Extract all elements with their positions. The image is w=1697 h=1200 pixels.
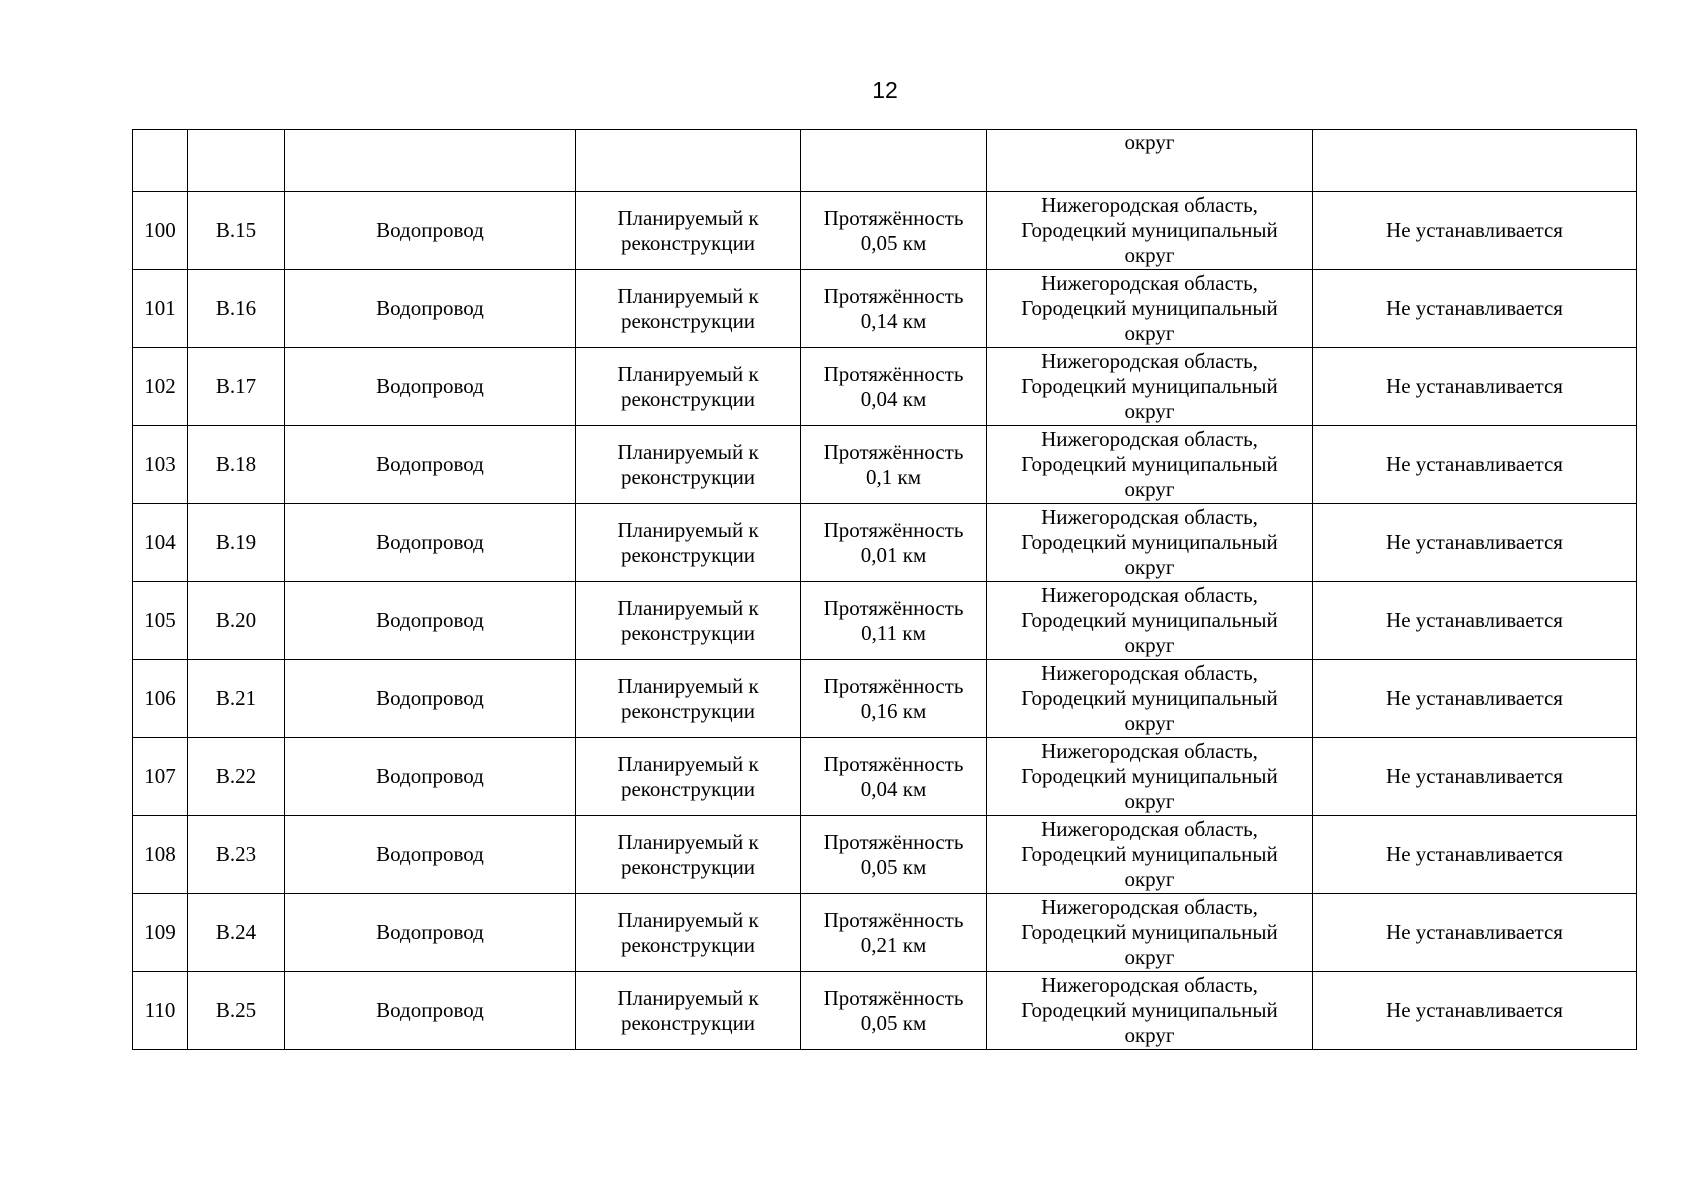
cell-characteristics [801,426,987,504]
characteristic-value: 0,16 км [860,698,927,723]
characteristic-label: Протяжённость [823,907,964,932]
cell-name [285,738,576,816]
cell-name [285,894,576,972]
location-line-3: округ [1124,867,1175,891]
characteristic-value: 0,04 км [860,776,927,801]
status-line-2: реконструкции [620,542,756,567]
cell-num [133,426,188,504]
row-number: 103 [144,452,176,476]
cell-name [285,972,576,1050]
cell-characteristics [801,348,987,426]
row-number: 102 [144,374,176,398]
location-line-1: Нижегородская область, [1041,817,1258,841]
cell-location [987,582,1313,660]
cell-num [133,894,188,972]
characteristic-value: 0,05 км [860,230,927,255]
object-code: В.24 [215,920,257,944]
characteristic-value: 0,05 км [860,854,927,879]
table-row [133,504,1637,582]
location-line-3: округ [1124,789,1175,813]
status-line-2: реконструкции [620,1010,756,1035]
zone-status: Не устанавливается [1386,998,1563,1022]
cell-zone [1313,504,1637,582]
cell-status [576,270,801,348]
location-line-3: округ [1124,555,1175,579]
location-line-2: Городецкий муниципальный [1021,842,1278,866]
location-line-3: округ [1124,321,1175,345]
status-line-1: Планируемый к [617,205,759,230]
row-number: 105 [144,608,176,632]
location-line-1: Нижегородская область, [1041,895,1258,919]
cell-num [133,660,188,738]
table-row [133,348,1637,426]
location-line-1: Нижегородская область, [1041,661,1258,685]
cell-characteristics [801,504,987,582]
cell-status [576,348,801,426]
characteristic-label: Протяжённость [823,595,964,620]
status-line-2: реконструкции [620,854,756,879]
cell-code [188,270,285,348]
characteristic-label: Протяжённость [823,205,964,230]
object-code: В.23 [215,842,257,866]
characteristic-label: Протяжённость [823,517,964,542]
cell-status [576,738,801,816]
status-line-1: Планируемый к [617,907,759,932]
object-name: Водопровод [376,296,484,320]
cell-status [576,972,801,1050]
row-number: 110 [144,998,176,1022]
object-name: Водопровод [376,218,484,242]
cell-code [188,348,285,426]
cell-name [285,582,576,660]
table-row [133,426,1637,504]
cell-code [188,426,285,504]
characteristic-value: 0,05 км [860,1010,927,1035]
cell-status [576,660,801,738]
table-body [133,130,1637,1050]
row-number: 101 [144,296,176,320]
objects-table [132,129,1637,1050]
cell-code [188,972,285,1050]
cell-characteristics [801,582,987,660]
status-line-1: Планируемый к [617,985,759,1010]
status-line-1: Планируемый к [617,361,759,386]
cell-status [576,894,801,972]
characteristic-value: 0,11 км [861,620,926,645]
table-row [133,816,1637,894]
status-line-2: реконструкции [620,464,756,489]
table-row [133,894,1637,972]
cell-name [285,270,576,348]
cell-zone [1313,972,1637,1050]
cell-name [285,130,576,192]
cell-zone [1313,894,1637,972]
zone-status: Не устанавливается [1386,296,1563,320]
zone-status: Не устанавливается [1386,374,1563,398]
zone-status: Не устанавливается [1386,530,1563,554]
object-name: Водопровод [376,842,484,866]
characteristic-label: Протяжённость [823,829,964,854]
object-code: В.16 [215,296,257,320]
object-name: Водопровод [376,374,484,398]
cell-name [285,660,576,738]
object-name: Водопровод [376,686,484,710]
cell-zone [1313,816,1637,894]
cell-status [576,816,801,894]
cell-zone [1313,270,1637,348]
status-line-2: реконструкции [620,386,756,411]
cell-location [987,972,1313,1050]
cell-code [188,894,285,972]
characteristic-value: 0,04 км [860,386,927,411]
cell-zone [1313,426,1637,504]
characteristic-label: Протяжённость [823,751,964,776]
table-row [133,270,1637,348]
cell-location [987,192,1313,270]
zone-status: Не устанавливается [1386,608,1563,632]
location-line-2: Городецкий муниципальный [1021,920,1278,944]
location-line-1: Нижегородская область, [1041,427,1258,451]
zone-status: Не устанавливается [1386,452,1563,476]
location-line-2: Городецкий муниципальный [1021,686,1278,710]
zone-status: Не устанавливается [1386,842,1563,866]
cell-zone [1313,582,1637,660]
cell-characteristics [801,816,987,894]
row-number: 104 [144,530,176,554]
object-name: Водопровод [376,764,484,788]
location-line-3: округ [1124,477,1175,501]
status-line-1: Планируемый к [617,517,759,542]
cell-code [188,130,285,192]
cell-characteristics [801,738,987,816]
location-line-2: Городецкий муниципальный [1021,296,1278,320]
cell-characteristics [801,192,987,270]
cell-location [987,348,1313,426]
cell-num [133,582,188,660]
cell-num [133,130,188,192]
object-code: В.15 [215,218,257,242]
status-line-2: реконструкции [620,698,756,723]
location-line-2: Городецкий муниципальный [1021,218,1278,242]
page-number: 12 [872,77,898,103]
cell-status [576,426,801,504]
cell-status [576,130,801,192]
status-line-1: Планируемый к [617,283,759,308]
cell-location [987,660,1313,738]
cell-code [188,816,285,894]
row-number: 108 [144,842,176,866]
characteristic-value: 0,21 км [860,932,927,957]
cell-characteristics [801,130,987,192]
cell-characteristics [801,270,987,348]
table-row-continuation [133,130,1637,192]
object-name: Водопровод [376,920,484,944]
row-number: 106 [144,686,176,710]
object-code: В.25 [215,998,257,1022]
characteristic-label: Протяжённость [823,439,964,464]
cell-status [576,504,801,582]
object-name: Водопровод [376,608,484,632]
cell-name [285,348,576,426]
characteristic-value: 0,1 км [866,464,921,489]
cell-location [987,738,1313,816]
location-line-1: Нижегородская область, [1041,739,1258,763]
object-code: В.20 [215,608,257,632]
cell-num [133,504,188,582]
status-line-2: реконструкции [620,932,756,957]
location-line-2: Городецкий муниципальный [1021,374,1278,398]
status-line-1: Планируемый к [617,595,759,620]
cell-name [285,504,576,582]
cell-characteristics [801,972,987,1050]
location-line-2: Городецкий муниципальный [1021,764,1278,788]
status-line-1: Планируемый к [617,439,759,464]
cell-name [285,816,576,894]
location-line-1: Нижегородская область, [1041,193,1258,217]
object-code: В.22 [215,764,257,788]
location-line-3: округ [1124,399,1175,423]
cell-characteristics [801,660,987,738]
location-line-2: Городецкий муниципальный [1021,452,1278,476]
cell-location [987,130,1313,192]
cell-code [188,660,285,738]
zone-status: Не устанавливается [1386,764,1563,788]
status-line-2: реконструкции [620,620,756,645]
cell-location [987,816,1313,894]
cell-characteristics [801,894,987,972]
status-line-2: реконструкции [620,308,756,333]
location-line-1: Нижегородская область, [1041,973,1258,997]
cell-num [133,816,188,894]
location-line-1: Нижегородская область, [1041,583,1258,607]
table-row [133,738,1637,816]
cell-num [133,348,188,426]
location-line-3: округ [1124,1023,1175,1047]
cell-code [188,738,285,816]
object-code: В.19 [215,530,257,554]
status-line-1: Планируемый к [617,751,759,776]
cell-location [987,270,1313,348]
cell-zone [1313,348,1637,426]
characteristic-label: Протяжённость [823,361,964,386]
object-code: В.17 [215,374,257,398]
cell-num [133,738,188,816]
location-line-2: Городецкий муниципальный [1021,608,1278,632]
characteristic-label: Протяжённость [823,985,964,1010]
row-number: 107 [144,764,176,788]
object-name: Водопровод [376,998,484,1022]
cell-zone [1313,130,1637,192]
cell-status [576,192,801,270]
location-tail: округ [1124,130,1175,154]
location-line-2: Городецкий муниципальный [1021,998,1278,1022]
cell-name [285,426,576,504]
zone-status: Не устанавливается [1386,686,1563,710]
table-row [133,582,1637,660]
object-name: Водопровод [376,530,484,554]
characteristic-label: Протяжённость [823,283,964,308]
characteristic-value: 0,01 км [860,542,927,567]
cell-code [188,504,285,582]
zone-status: Не устанавливается [1386,920,1563,944]
characteristic-label: Протяжённость [823,673,964,698]
cell-location [987,504,1313,582]
object-name: Водопровод [376,452,484,476]
location-line-2: Городецкий муниципальный [1021,530,1278,554]
row-number: 100 [144,218,176,242]
cell-zone [1313,738,1637,816]
cell-zone [1313,192,1637,270]
cell-code [188,582,285,660]
location-line-3: округ [1124,711,1175,735]
cell-status [576,582,801,660]
characteristic-value: 0,14 км [860,308,927,333]
row-number: 109 [144,920,176,944]
cell-num [133,972,188,1050]
object-code: В.18 [215,452,257,476]
location-line-1: Нижегородская область, [1041,271,1258,295]
cell-code [188,192,285,270]
table-row [133,192,1637,270]
location-line-3: округ [1124,633,1175,657]
cell-name [285,192,576,270]
table-row [133,660,1637,738]
cell-num [133,270,188,348]
status-line-1: Планируемый к [617,673,759,698]
table-row [133,972,1637,1050]
cell-location [987,426,1313,504]
status-line-2: реконструкции [620,230,756,255]
status-line-1: Планируемый к [617,829,759,854]
cell-zone [1313,660,1637,738]
location-line-3: округ [1124,945,1175,969]
location-line-1: Нижегородская область, [1041,505,1258,529]
cell-location [987,894,1313,972]
location-line-3: округ [1124,243,1175,267]
object-code: В.21 [215,686,257,710]
location-line-1: Нижегородская область, [1041,349,1258,373]
cell-num [133,192,188,270]
status-line-2: реконструкции [620,776,756,801]
zone-status: Не устанавливается [1386,218,1563,242]
